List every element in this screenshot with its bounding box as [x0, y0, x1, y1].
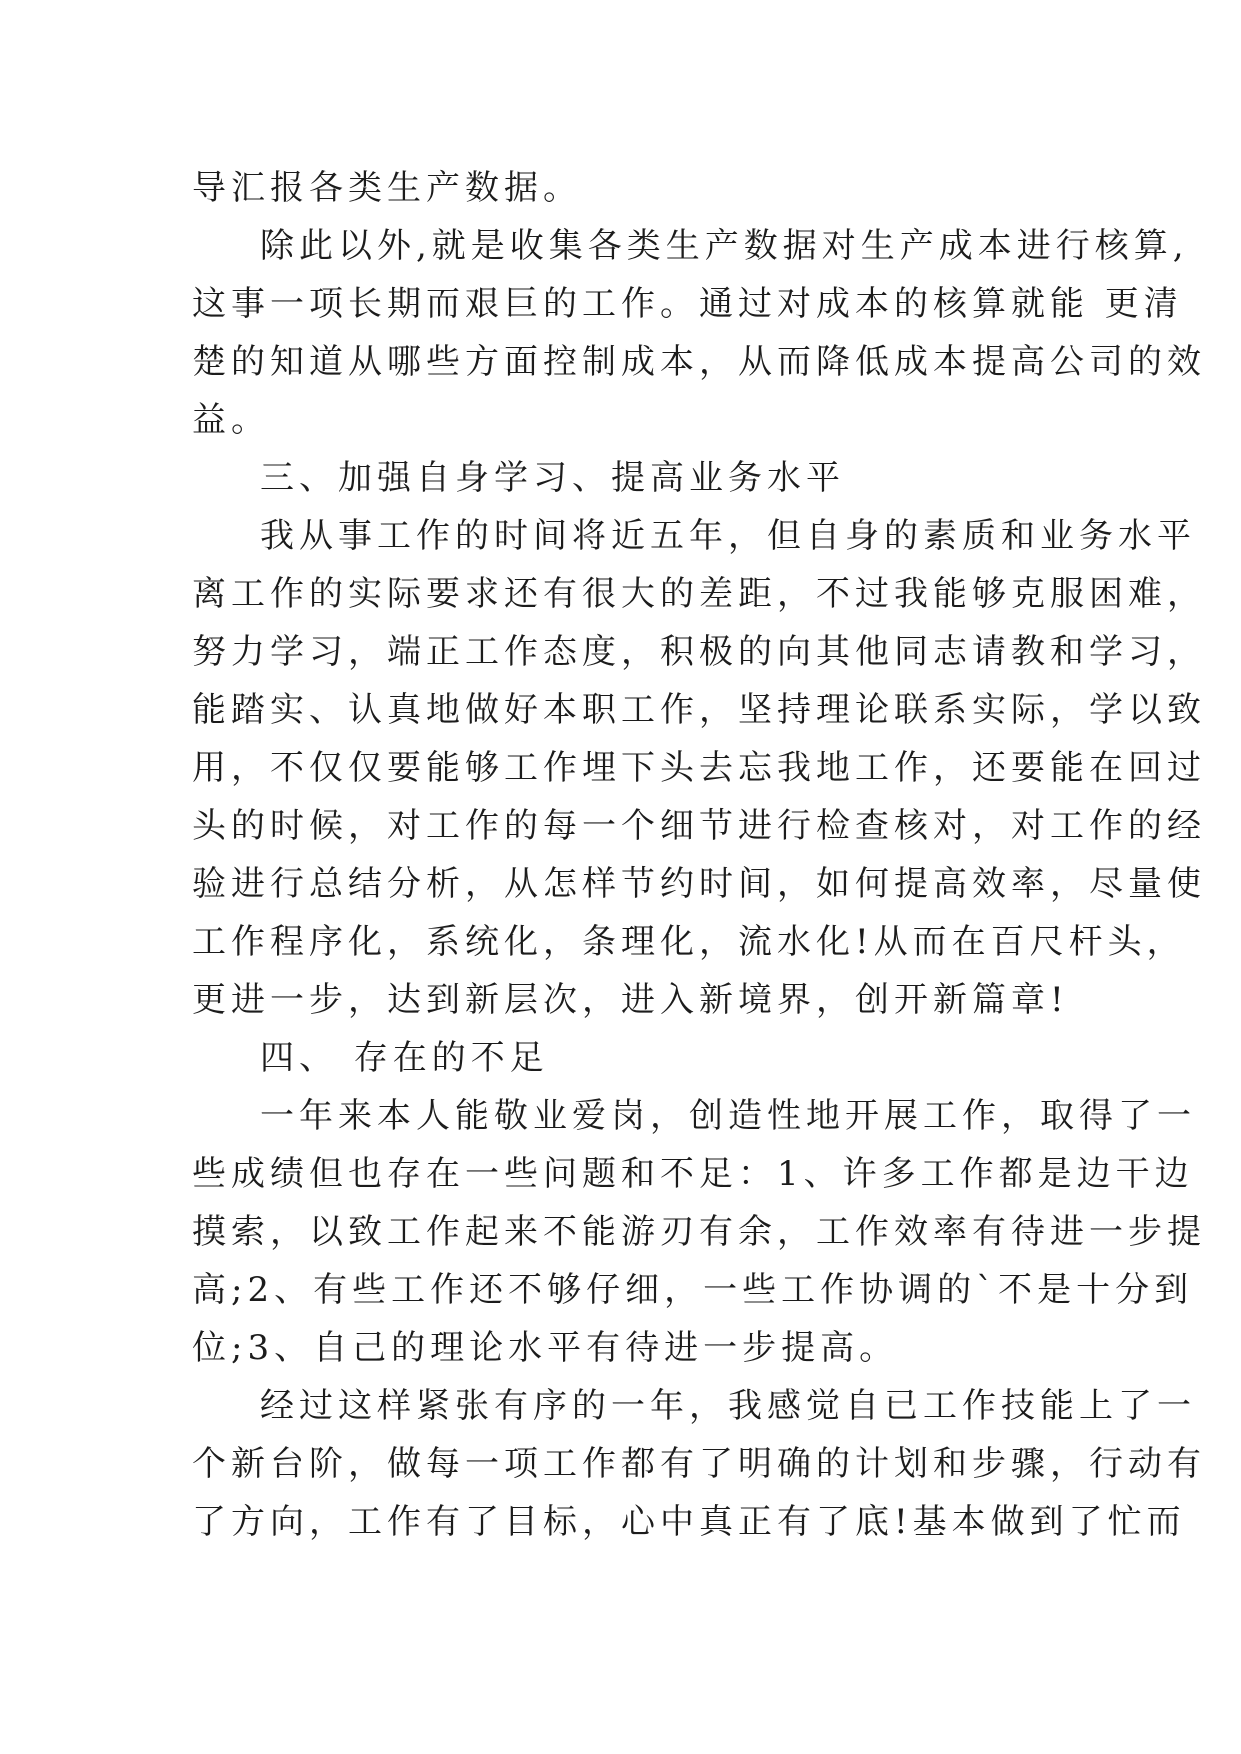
text-line: 了方向，工作有了目标，心中真正有了底!基本做到了忙而 — [192, 1502, 1186, 1542]
paragraph-first-line: 我从事工作的时间将近五年，但自身的素质和业务水平 — [260, 516, 1196, 556]
paragraph-first-line: 除此以外,就是收集各类生产数据对生产成本进行核算, — [260, 226, 1189, 266]
paragraph-first-line: 一年来本人能敬业爱岗，创造性地开展工作，取得了一 — [260, 1096, 1196, 1136]
text-line: 高;2、有些工作还不够仔细，一些工作协调的`不是十分到 — [192, 1270, 1194, 1310]
text-line: 楚的知道从哪些方面控制成本，从而降低成本提高公司的效 — [192, 342, 1206, 382]
text-line: 这事一项长期而艰巨的工作。通过对成本的核算就能 更清 — [192, 284, 1183, 324]
paragraph-first-line: 经过这样紧张有序的一年，我感觉自已工作技能上了一 — [260, 1386, 1196, 1426]
text-line: 努力学习，端正工作态度，积极的向其他同志请教和学习， — [192, 632, 1206, 672]
text-line: 导汇报各类生产数据。 — [192, 168, 582, 208]
text-line: 验进行总结分析，从怎样节约时间，如何提高效率，尽量使 — [192, 864, 1206, 904]
text-line: 更进一步，达到新层次，进入新境界，创开新篇章! — [192, 980, 1069, 1020]
text-line: 能踏实、认真地做好本职工作，坚持理论联系实际，学以致 — [192, 690, 1206, 730]
section-heading: 三、加强自身学习、提高业务水平 — [260, 458, 845, 498]
text-line: 工作程序化，系统化，条理化，流水化!从而在百尺杆头， — [192, 922, 1186, 962]
text-line: 头的时候，对工作的每一个细节进行检查核对，对工作的经 — [192, 806, 1206, 846]
text-line: 些成绩但也存在一些问题和不足：1、许多工作都是边干边 — [192, 1154, 1194, 1194]
text-line: 位;3、自己的理论水平有待进一步提高。 — [192, 1328, 899, 1368]
text-line: 个新台阶，做每一项工作都有了明确的计划和步骤，行动有 — [192, 1444, 1206, 1484]
section-heading: 四、 存在的不足 — [260, 1038, 549, 1078]
text-line: 离工作的实际要求还有很大的差距，不过我能够克服困难， — [192, 574, 1206, 614]
text-line: 用，不仅仅要能够工作埋下头去忘我地工作，还要能在回过 — [192, 748, 1206, 788]
text-line: 益。 — [192, 400, 270, 440]
text-line: 摸索，以致工作起来不能游刃有余，工作效率有待进一步提 — [192, 1212, 1206, 1252]
